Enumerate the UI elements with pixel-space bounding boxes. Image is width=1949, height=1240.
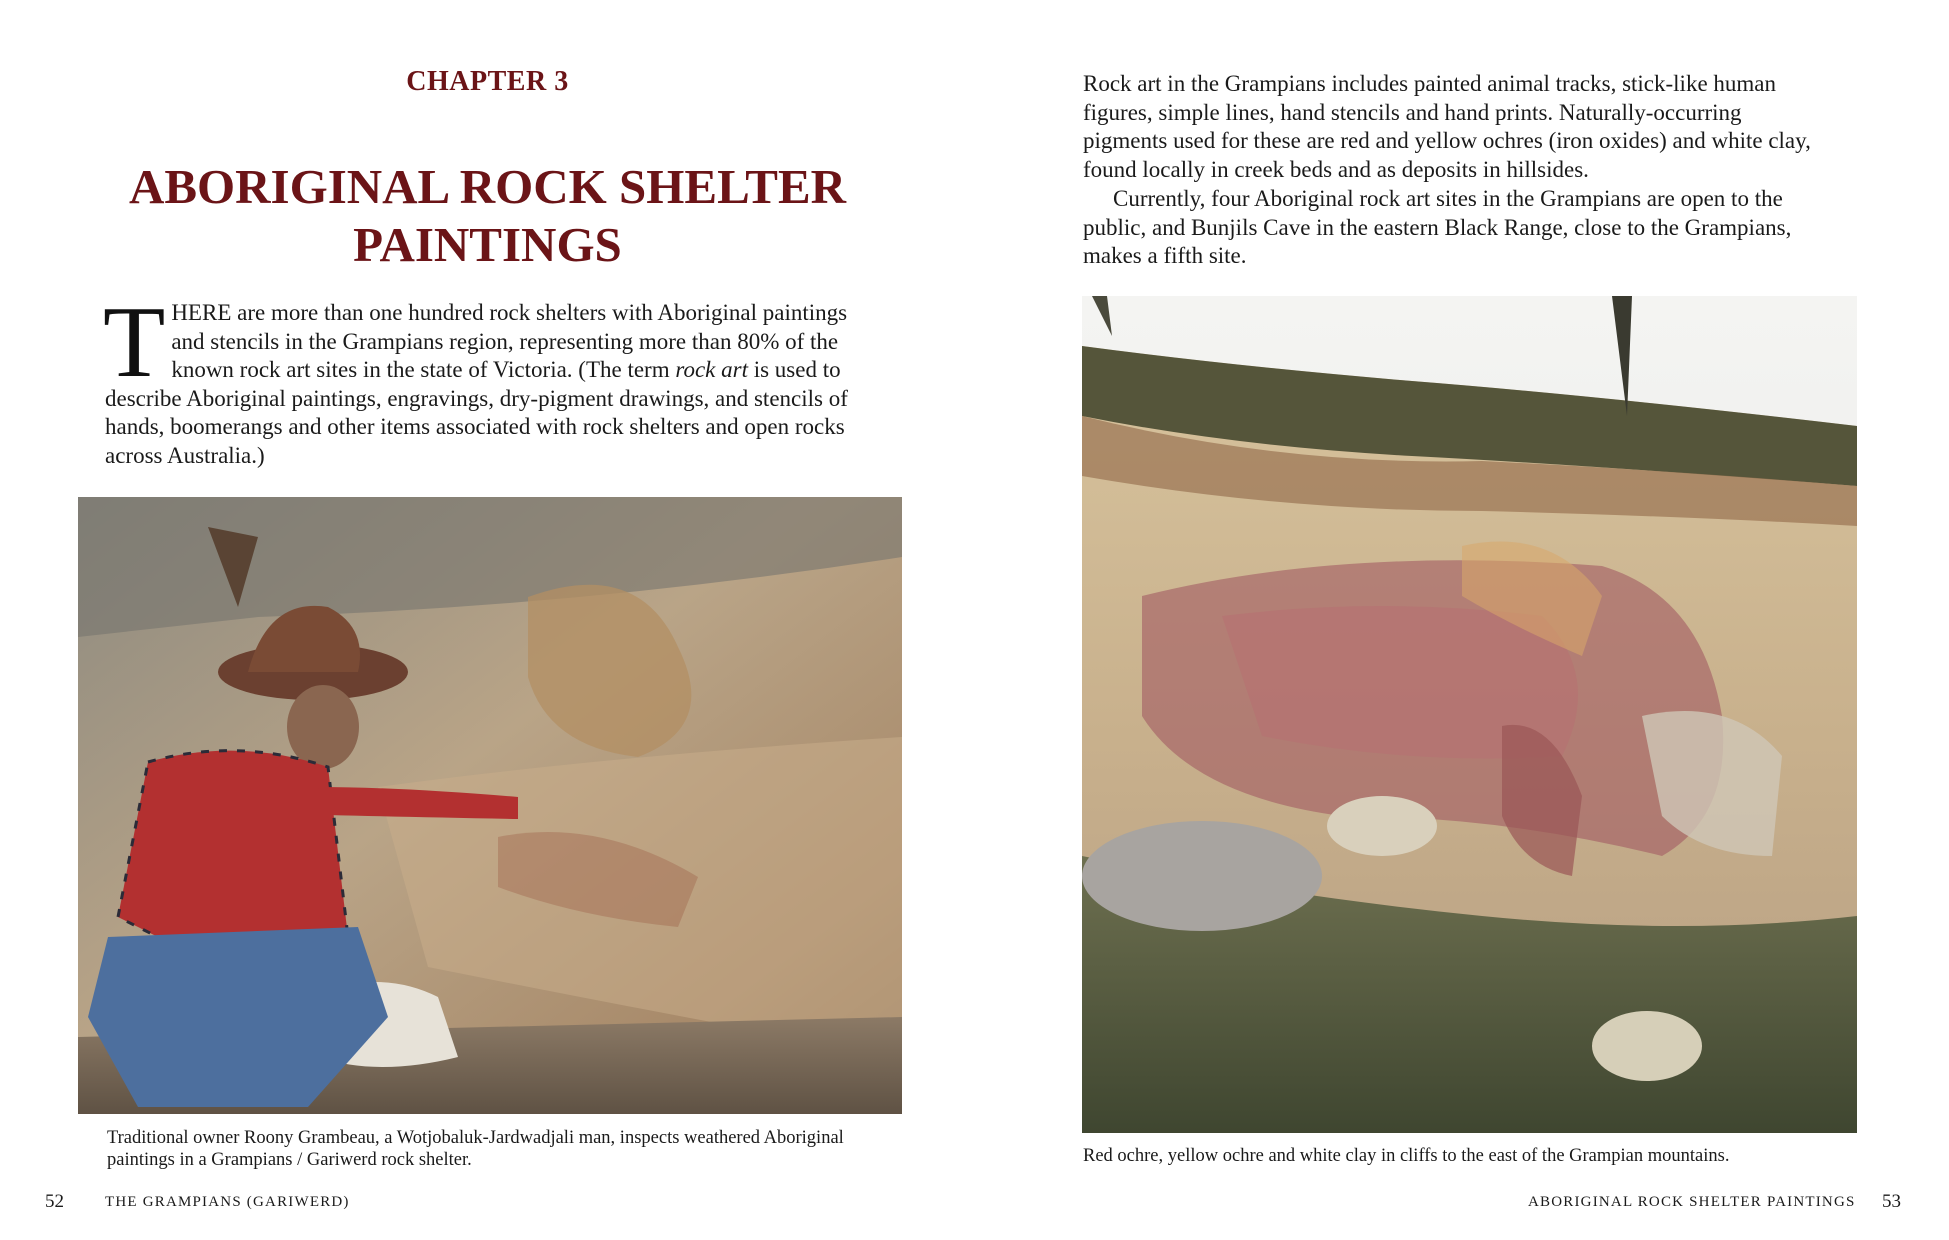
intro-paragraph [103, 286, 865, 470]
right-page-number: 53 [1882, 1191, 1901, 1212]
intro-emphasis: rock art [675, 357, 748, 382]
chapter-label: CHAPTER 3 [406, 66, 569, 97]
intro-text-part2: is used to describe Aboriginal paintings, engravings, dry-pigment drawings, and stencils of hands, boomerangs and other items associated with rock shelters and open rocks across Australia.) [105, 357, 848, 468]
ochre-cliff-photo [1082, 296, 1857, 1133]
left-running-head: THE GRAMPIANS (GARIWERD) [105, 1194, 350, 1210]
right-running-head: ABORIGINAL ROCK SHELTER PAINTINGS [1528, 1194, 1856, 1210]
left-photo-caption: Traditional owner Roony Grambeau, a Wotjobaluk-Jardwadjali man, inspects weathered Aboriginal paintings in a Grampians / Gariwerd rock shelter. [107, 1128, 844, 1170]
right-paragraph-1: Rock art in the Grampians includes painted animal tracks, stick-like human figures, simple lines, hand stencils and hand prints. Naturally-occurring pigments used for these are red and yellow ochres (iron oxides) and white clay, found locally in creek beds and as deposits in hillsides. [1083, 71, 1811, 182]
right-paragraph-2: Currently, four Aboriginal rock art sites in the Grampians are open to the public, and Bunjils Cave in the eastern Black Range, close to the Grampians, makes a fifth site. [1083, 186, 1792, 268]
right-photo-caption: Red ochre, yellow ochre and white clay in cliffs to the east of the Grampian mountains. [1083, 1146, 1730, 1166]
left-page-number: 52 [45, 1191, 64, 1212]
rock-shelter-photo [78, 497, 902, 1114]
chapter-title: ABORIGINAL ROCK SHELTER PAINTINGS [128, 159, 847, 272]
intro-text-part1: HERE are more than one hundred rock shelters with Aboriginal paintings and stencils in the Grampians region, representing more than 80% of the known rock art sites in the state of Victoria. (The term [171, 300, 848, 382]
drop-cap: T [103, 286, 166, 399]
